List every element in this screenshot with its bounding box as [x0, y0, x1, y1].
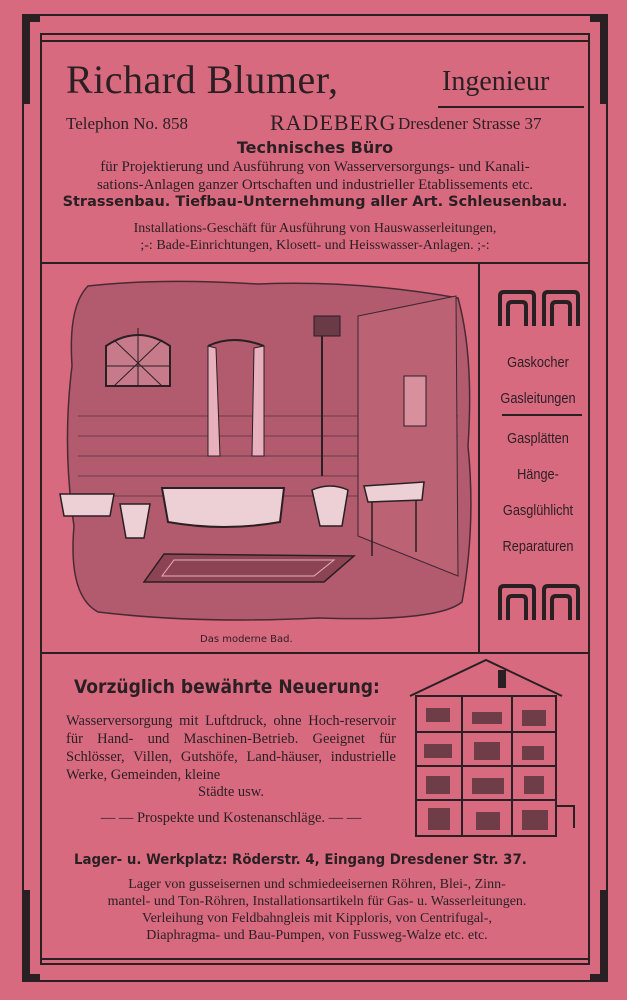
sidebar-rule: [502, 414, 582, 416]
strassenbau-heading: Strassenbau. Tiefbau-Unternehmung aller Art. Schleusenbau.: [62, 194, 568, 210]
warehouse-line: Verleihung von Feldbahngleis mit Kipploris, von Centrifugal-,: [142, 911, 492, 926]
corner-ornament: [22, 14, 30, 104]
column-divider: [478, 262, 480, 654]
service-gasleitungen: Gasleitungen: [500, 390, 576, 407]
contact-line: [46, 110, 584, 138]
gas-services-column: [486, 266, 590, 654]
service-gaskocher: Gaskocher: [507, 354, 569, 371]
bathroom-illustration: [58, 276, 476, 624]
section-rule: [40, 652, 590, 654]
warehouse-line: mantel- und Ton-Röhren, Installationsartikeln für Gas- u. Wasserleitungen.: [107, 894, 527, 909]
warehouse-text: [66, 876, 568, 944]
service-reparaturen: Reparaturen: [502, 538, 574, 555]
corner-ornament: [600, 890, 608, 982]
ornament-icon: [496, 288, 582, 330]
warehouse-heading: Lager- u. Werkplatz: Röderstr. 4, Eingang Dresdener Str. 37.: [74, 852, 527, 868]
warehouse-line: Diaphragma- und Bau-Pumpen, von Fussweg-Walze etc. etc.: [146, 928, 488, 943]
innovation-text-end: Städte usw.: [198, 784, 264, 800]
company-name: Richard Blumer,: [66, 57, 339, 102]
telephone: Telephon No. 858: [66, 114, 189, 133]
prospekte-line: — — Prospekte und Kostenanschläge. — —: [100, 810, 362, 826]
innovation-heading: Vorzüglich bewährte Neuerung:: [74, 676, 380, 698]
projects-line: sations-Anlagen ganzer Ortschaften und industrieller Etablissements etc.: [96, 177, 534, 193]
letterhead: [46, 40, 584, 262]
illustration-caption: Das moderne Bad.: [200, 634, 293, 645]
projects-text: [54, 158, 576, 194]
profession-title: Ingenieur: [442, 66, 550, 97]
corner-ornament: [600, 14, 608, 104]
install-line: ;-: Bade-Einrichtungen, Klosett- und Heisswasser-Anlagen. ;-:: [140, 238, 490, 253]
street-address: Dresdener Strasse 37: [398, 114, 542, 133]
service-gasplaetten: Gasplätten: [507, 430, 569, 447]
service-gasgluehlicht: Gasglühlicht: [502, 502, 574, 519]
warehouse-line: Lager von gusseisernen und schmiedeeisernen Röhren, Blei-, Zinn-: [128, 877, 506, 892]
title-underline: [438, 106, 584, 108]
corner-ornament: [22, 890, 30, 982]
footer-rule: [40, 958, 590, 960]
innovation-text: Wasserversorgung mit Luftdruck, ohne Hoch-reservoir für Hand- und Maschinen-Betrieb. Geeignet für Schlösser, Villen, Gutshöfe, Land-häuser, industrielle Werke, Gemeinden, kleine: [66, 713, 396, 783]
ornament-icon: [496, 582, 582, 624]
city: RADEBERG: [270, 110, 397, 135]
projects-line: für Projektierung und Ausführung von Wasserversorgungs- und Kanali-: [100, 159, 530, 175]
section-rule: [40, 262, 590, 264]
bureau-heading: Technisches Büro: [236, 138, 394, 157]
install-line: Installations-Geschäft für Ausführung von Hauswasserleitungen,: [133, 221, 497, 236]
installation-text: [54, 220, 576, 254]
house-cross-section-illustration: [402, 656, 580, 844]
service-haenge: Hänge-: [517, 466, 559, 483]
name-line: [66, 56, 586, 106]
